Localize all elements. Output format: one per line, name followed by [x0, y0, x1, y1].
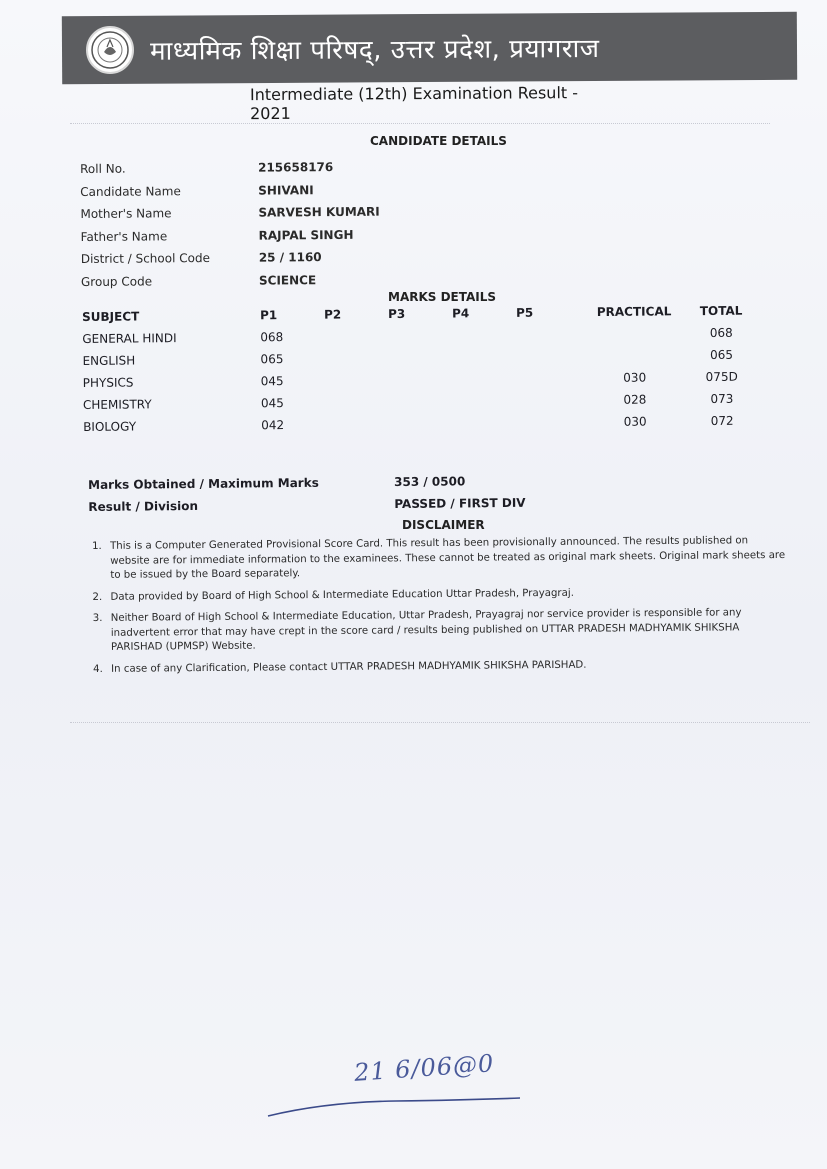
subject-name: CHEMISTRY — [82, 397, 152, 412]
list-item — [93, 606, 789, 656]
disclaimer-heading: DISCLAIMER — [402, 518, 485, 532]
total-marks: 073 — [710, 391, 734, 406]
total-marks: 072 — [710, 413, 734, 428]
roll-number: 215658176 — [258, 160, 334, 175]
district-school-code: 25 / 1160 — [258, 250, 322, 265]
practical-marks: 028 — [623, 392, 647, 407]
column-header: P4 — [452, 306, 470, 321]
p4-marks — [453, 401, 517, 402]
p1-marks: 065 — [260, 352, 284, 367]
p5-marks — [517, 378, 581, 379]
practical-marks: 030 — [623, 414, 647, 429]
practical-marks — [581, 355, 689, 356]
item-text: This is a Computer Generated Provisional Score Card. This result has been provisionally announced. The results published on website are for immediate information to the examinees. These cannot be treated as original mark sheets. Original mark sheets are to be issued by the Board separately. — [110, 535, 786, 581]
candidate-details — [80, 153, 781, 293]
column-header: PRACTICAL — [596, 304, 672, 320]
detail-label: Roll No. — [80, 161, 126, 177]
p1-marks: 045 — [260, 374, 284, 389]
result-division-label: Result / Division — [88, 498, 199, 514]
total-marks: 065 — [709, 347, 734, 362]
item-number: 1. — [92, 540, 102, 552]
p4-marks — [453, 423, 517, 424]
detail-label: Father's Name — [80, 229, 168, 244]
p1-marks: 045 — [260, 396, 284, 411]
candidate-name: SHIVANI — [258, 182, 314, 198]
p2-marks — [325, 424, 389, 425]
column-header: P3 — [388, 306, 406, 322]
disclaimer-list — [92, 534, 789, 684]
marks-details-heading: MARKS DETAILS — [388, 290, 497, 304]
group-code: SCIENCE — [258, 272, 317, 288]
detail-label: Group Code — [80, 274, 153, 289]
total-marks: 075D — [705, 369, 738, 385]
p5-marks — [516, 334, 580, 335]
header-bar — [62, 12, 797, 84]
practical-marks — [580, 333, 688, 334]
handwritten-number: 21 6/06@0 — [353, 1049, 496, 1087]
subject-name: PHYSICS — [82, 375, 134, 390]
subject-name: ENGLISH — [82, 353, 136, 368]
subject-name: GENERAL HINDI — [82, 331, 177, 346]
p3-marks — [388, 335, 452, 336]
divider — [70, 722, 810, 723]
result-division-value: PASSED / FIRST DIV — [394, 495, 526, 512]
p2-marks — [325, 402, 389, 403]
column-header: P5 — [516, 305, 534, 320]
board-name: माध्यमिक शिक्षा परिषद्, उत्तर प्रदेश, प्रयागराज — [149, 33, 600, 67]
item-number: 3. — [92, 612, 103, 624]
item-number: 4. — [93, 663, 103, 675]
total-marks: 068 — [709, 325, 733, 340]
p5-marks — [517, 422, 581, 423]
list-item — [92, 584, 788, 605]
p4-marks — [452, 335, 516, 336]
item-text: In case of any Clarification, Please contact UTTAR PRADESH MADHYAMIK SHIKSHA PARISHAD. — [111, 659, 587, 675]
p3-marks — [389, 423, 453, 424]
column-header: TOTAL — [699, 303, 743, 319]
up-board-emblem-icon — [86, 26, 134, 74]
p4-marks — [453, 357, 517, 358]
p1-marks: 068 — [260, 330, 284, 345]
p2-marks — [325, 358, 389, 359]
p5-marks — [517, 400, 581, 401]
father-name: RAJPAL SINGH — [258, 227, 354, 243]
column-header: P1 — [260, 308, 278, 323]
column-header: P2 — [324, 307, 342, 322]
detail-label: Mother's Name — [80, 206, 172, 222]
detail-label: Candidate Name — [80, 183, 181, 199]
list-item — [93, 656, 789, 677]
result-summary — [88, 468, 688, 518]
p3-marks — [389, 357, 453, 358]
detail-row-group-code — [81, 265, 781, 293]
marks-obtained-value: 353 / 0500 — [394, 474, 466, 490]
list-item — [92, 534, 788, 584]
marks-table — [82, 299, 783, 438]
p1-marks: 042 — [261, 418, 285, 433]
result-division-row — [88, 490, 688, 518]
p4-marks — [453, 379, 517, 380]
divider — [70, 123, 770, 124]
practical-marks: 030 — [623, 370, 647, 385]
signature-underline — [266, 1092, 522, 1120]
item-text: Data provided by Board of High School & Intermediate Education Uttar Pradesh, Prayagraj. — [110, 587, 574, 603]
subject-name: BIOLOGY — [83, 419, 137, 434]
p3-marks — [389, 401, 453, 402]
exam-title: Intermediate (12th) Examination Result - 2021 — [249, 83, 579, 124]
p5-marks — [517, 356, 581, 357]
column-header: SUBJECT — [82, 309, 140, 324]
marks-obtained-label: Marks Obtained / Maximum Marks — [88, 475, 319, 492]
p2-marks — [325, 380, 389, 381]
item-text: Neither Board of High School & Intermediate Education, Uttar Pradesh, Prayagraj nor service provider is responsible for any inadvertent error that may have crept in the score card / results being published on UTTAR PRADESH MADHYAMIK SHIKSHA PARISHAD (UPMSP) Website. — [110, 607, 742, 653]
mother-name: SARVESH KUMARI — [258, 204, 380, 220]
candidate-details-heading: CANDIDATE DETAILS — [370, 134, 507, 148]
detail-label: District / School Code — [80, 251, 211, 267]
p2-marks — [324, 336, 388, 337]
item-number: 2. — [92, 591, 103, 603]
p3-marks — [389, 379, 453, 380]
